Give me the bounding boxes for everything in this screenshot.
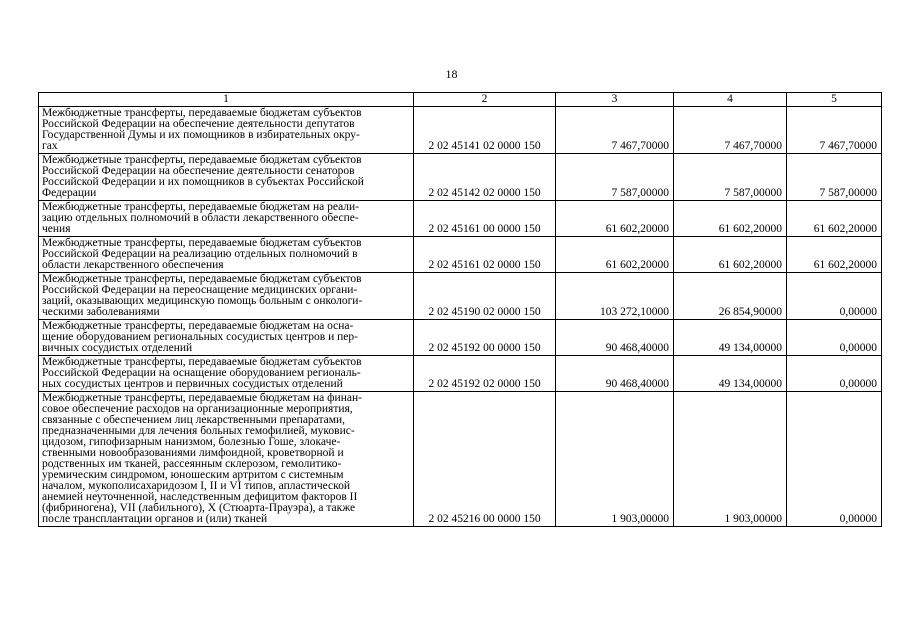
value-col5-cell: 7 587,00000 — [787, 154, 882, 201]
description-line: Российской Федерации на обеспечение деятельности депутатов — [42, 118, 355, 130]
budget-code-cell: 2 02 45216 00 0000 150 — [414, 392, 556, 527]
description-line: заций, оказывающих медицинскую помощь больным с онкологи- — [42, 295, 363, 307]
row-description — [39, 273, 414, 320]
description-line: предназначенными для лечения больных гемофилией, муковис- — [42, 425, 355, 437]
description-line: родственных им тканей, рассеянным склерозом, гемолитико- — [42, 458, 342, 470]
value-col4-cell: 7 467,70000 — [674, 107, 787, 154]
description-line: после трансплантации органов и (или) тканей — [42, 513, 268, 525]
description-line: Российской Федерации на обеспечение деятельности сенаторов — [42, 165, 355, 177]
description-line: анемией неуточненной, наследственным дефицитом факторов II — [42, 491, 358, 503]
description-line: ных сосудистых центров и первичных сосудистых отделений — [42, 378, 343, 390]
description-line: Межбюджетные трансферты, передаваемые бюджетам субъектов — [42, 273, 362, 285]
value-col3-cell: 90 468,40000 — [556, 320, 674, 356]
value-col4-cell: 1 903,00000 — [674, 392, 787, 527]
budget-code-cell: 2 02 45161 02 0000 150 — [414, 237, 556, 273]
value-col5-cell: 61 602,20000 — [787, 201, 882, 237]
description-line: началом, мукополисахаридозом I, II и VI типов, апластической — [42, 480, 351, 492]
description-line: ственными новообразованиями лимфоидной, кроветворной и — [42, 447, 344, 459]
value-col4-cell: 61 602,20000 — [674, 201, 787, 237]
table-body — [39, 107, 882, 527]
description-line: Межбюджетные трансферты, передаваемые бюджетам на финан- — [42, 392, 362, 404]
description-line: щение оборудованием региональных сосудистых центров и пер- — [42, 331, 358, 343]
description-line: Межбюджетные трансферты, передаваемые бюджетам субъектов — [42, 107, 362, 119]
table-row — [39, 237, 882, 273]
value-col3-cell: 7 467,70000 — [556, 107, 674, 154]
value-col4-cell: 7 587,00000 — [674, 154, 787, 201]
value-col4-cell: 26 854,90000 — [674, 273, 787, 320]
column-header: 5 — [787, 93, 882, 107]
row-description — [39, 392, 414, 527]
description-line: Российской Федерации и их помощников в субъектах Российской — [42, 176, 364, 188]
description-line: области лекарственного обеспечения — [42, 259, 224, 271]
budget-code-cell: 2 02 45161 00 0000 150 — [414, 201, 556, 237]
column-header: 3 — [556, 93, 674, 107]
description-line: (фибриногена), VII (лабильного), X (Стюарта-Прауэра), а также — [42, 502, 356, 514]
column-header: 4 — [674, 93, 787, 107]
header-row — [39, 93, 882, 107]
value-col3-cell: 103 272,10000 — [556, 273, 674, 320]
budget-code-cell: 2 02 45192 00 0000 150 — [414, 320, 556, 356]
budget-code-cell: 2 02 45141 02 0000 150 — [414, 107, 556, 154]
description-line: Межбюджетные трансферты, передаваемые бюджетам субъектов — [42, 237, 362, 249]
column-header: 2 — [414, 93, 556, 107]
value-col4-cell: 49 134,00000 — [674, 320, 787, 356]
description-line: связанные с обеспечением лиц лекарственными препаратами, — [42, 414, 346, 426]
budget-code-cell: 2 02 45142 02 0000 150 — [414, 154, 556, 201]
table-row — [39, 392, 882, 527]
description-line: Межбюджетные трансферты, передаваемые бюджетам на реали- — [42, 201, 360, 213]
description-line: Межбюджетные трансферты, передаваемые бюджетам субъектов — [42, 154, 362, 166]
description-line: Федерации — [42, 187, 97, 199]
description-line: Российской Федерации на переоснащение медицинских органи- — [42, 284, 358, 296]
column-header: 1 — [39, 93, 414, 107]
value-col3-cell: 61 602,20000 — [556, 201, 674, 237]
description-line: Межбюджетные трансферты, передаваемые бюджетам на осна- — [42, 320, 354, 332]
value-col3-cell: 7 587,00000 — [556, 154, 674, 201]
table-row — [39, 107, 882, 154]
description-line: уремическим синдромом, юношеским артритом с системным — [42, 469, 344, 481]
value-col3-cell: 61 602,20000 — [556, 237, 674, 273]
value-col5-cell: 0,00000 — [787, 392, 882, 527]
table-row — [39, 201, 882, 237]
description-line: зацию отдельных полномочий в области лекарственного обеспе- — [42, 212, 359, 224]
description-line: цидозом, гипофизарным нанизмом, болезнью Гоше, злокаче- — [42, 436, 341, 448]
value-col4-cell: 61 602,20000 — [674, 237, 787, 273]
description-line: Государственной Думы и их помощников в избирательных окру- — [42, 129, 360, 141]
row-description — [39, 201, 414, 237]
budget-table — [38, 92, 882, 527]
value-col3-cell: 90 468,40000 — [556, 356, 674, 392]
description-line: чения — [42, 223, 71, 235]
budget-code-cell: 2 02 45192 02 0000 150 — [414, 356, 556, 392]
value-col5-cell: 7 467,70000 — [787, 107, 882, 154]
page-number: 18 — [445, 67, 458, 81]
row-description — [39, 237, 414, 273]
description-line: Межбюджетные трансферты, передаваемые бюджетам субъектов — [42, 356, 362, 368]
table-row — [39, 154, 882, 201]
table-row — [39, 320, 882, 356]
description-line: Российской Федерации на оснащение оборудованием региональ- — [42, 367, 361, 379]
table-row — [39, 273, 882, 320]
value-col5-cell: 0,00000 — [787, 356, 882, 392]
row-description — [39, 107, 414, 154]
row-description — [39, 154, 414, 201]
description-line: вичных сосудистых отделений — [42, 342, 193, 354]
budget-code-cell: 2 02 45190 02 0000 150 — [414, 273, 556, 320]
value-col5-cell: 61 602,20000 — [787, 237, 882, 273]
description-line: ческими заболеваниями — [42, 306, 160, 318]
description-line: Российской Федерации на реализацию отдельных полномочий в — [42, 248, 358, 260]
value-col5-cell: 0,00000 — [787, 273, 882, 320]
table-row — [39, 356, 882, 392]
value-col5-cell: 0,00000 — [787, 320, 882, 356]
value-col3-cell: 1 903,00000 — [556, 392, 674, 527]
description-line: совое обеспечение расходов на организационные мероприятия, — [42, 403, 353, 415]
description-line: гах — [42, 140, 58, 152]
row-description — [39, 320, 414, 356]
row-description — [39, 356, 414, 392]
value-col4-cell: 49 134,00000 — [674, 356, 787, 392]
